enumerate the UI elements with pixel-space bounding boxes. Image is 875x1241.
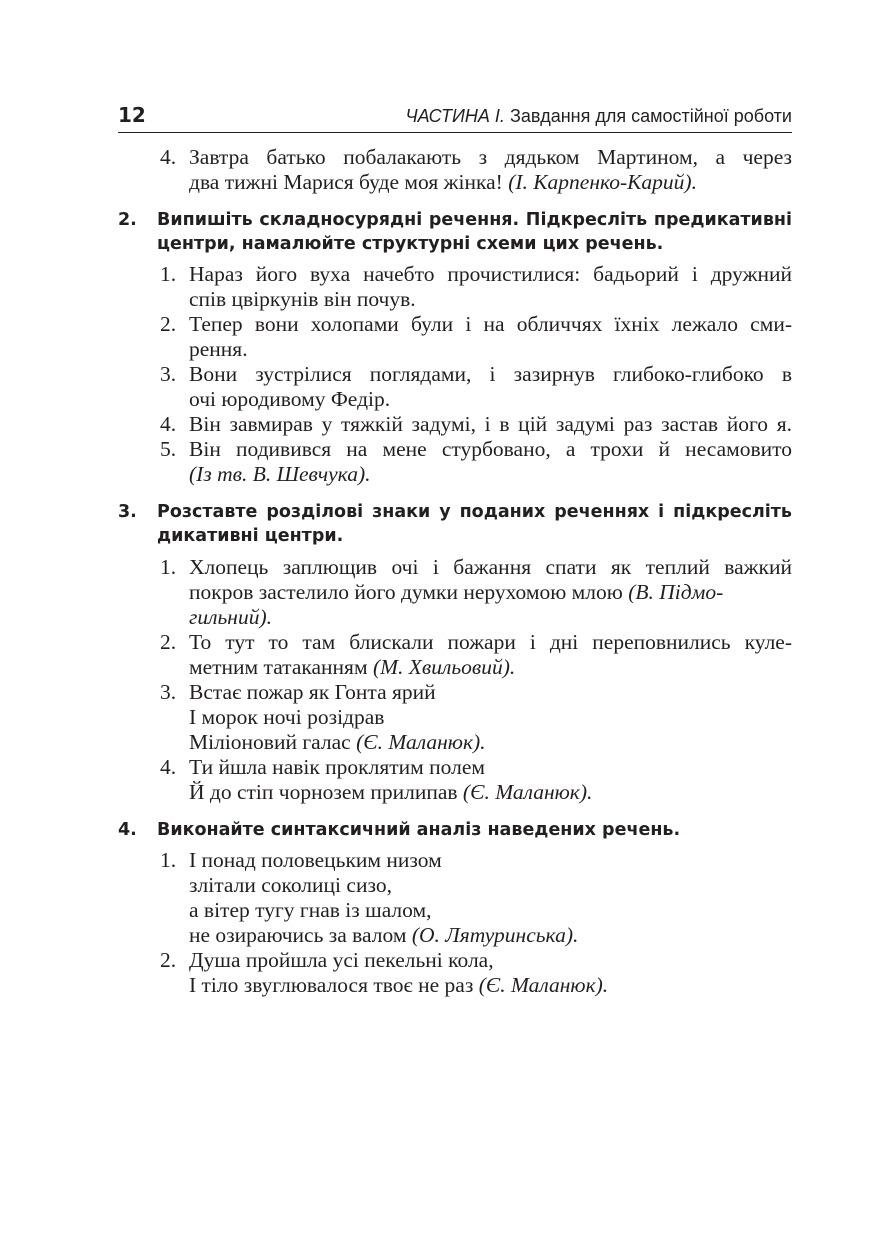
item-line: Завтра батько побалакають з дядьком Мартином, а через bbox=[189, 145, 792, 169]
item-number: 1. bbox=[160, 555, 177, 579]
task-title: Розставте розділові знаки у поданих реченнях і підкресліть bbox=[157, 502, 792, 522]
task-title: дикативні центри. bbox=[157, 526, 344, 546]
item-line: рення. bbox=[189, 337, 248, 361]
task-title: Виконайте синтаксичний аналіз наведених речень. bbox=[157, 820, 681, 840]
item-text: не озираючись за валом bbox=[189, 923, 407, 947]
item-line: Нараз його вуха начебто прочистилися: бадьорий і дружний bbox=[189, 262, 792, 286]
item-line: а вітер тугу гнав із шалом, bbox=[189, 898, 432, 922]
item-line bbox=[189, 923, 578, 948]
task-number: 4. bbox=[118, 820, 137, 840]
source-citation: (І. Карпенко-Карий). bbox=[508, 170, 697, 194]
item-line: То тут то там блискали пожари і дні переповнились куле- bbox=[189, 630, 792, 654]
page-number: 12 bbox=[118, 103, 146, 127]
item-line: Хлопець заплющив очі і бажання спати як теплий важкий bbox=[189, 555, 792, 579]
source-citation: (Із тв. В. Шевчука). bbox=[189, 462, 371, 486]
item-line: Вони зустрілися поглядами, і зазирнув глибоко-глибоко в bbox=[189, 362, 792, 386]
item-number: 4. bbox=[160, 755, 177, 779]
source-citation: (М. Хвильовий). bbox=[372, 655, 516, 679]
item-number: 1. bbox=[160, 848, 177, 872]
running-header bbox=[406, 105, 792, 127]
item-number: 3. bbox=[160, 362, 177, 386]
item-line: Душа пройшла усі пекельні кола, bbox=[189, 948, 494, 972]
item-line: Тепер вони холопами були і на обличчях їхніх лежало сми- bbox=[189, 312, 792, 336]
source-citation: (Є. Маланюк). bbox=[462, 780, 593, 804]
header-rule bbox=[118, 132, 792, 133]
item-number: 4. bbox=[160, 145, 177, 169]
item-line: І морок ночі розідрав bbox=[189, 705, 385, 729]
item-number: 2. bbox=[160, 948, 177, 972]
item-text: І тіло звуглювалося твоє не раз bbox=[189, 973, 474, 997]
part-label: ЧАСТИНА І. bbox=[405, 106, 505, 126]
item-text: покров застелило його думки нерухомою млою bbox=[189, 580, 623, 604]
item-line: Встає пожар як Гонта ярий bbox=[189, 680, 436, 704]
item-line bbox=[189, 780, 592, 805]
source-citation: (Є. Маланюк). bbox=[356, 730, 486, 754]
item-text: Міліоновий галас bbox=[189, 730, 351, 754]
task-title: центри, намалюйте структурні схеми цих речень. bbox=[157, 234, 664, 254]
source-citation: (В. Підмо- bbox=[628, 580, 724, 604]
item-text: Й до стіп чорнозем прилипав bbox=[189, 780, 458, 804]
source-citation: гильний). bbox=[189, 605, 272, 629]
item-line bbox=[189, 655, 515, 680]
task-number: 2. bbox=[118, 210, 137, 230]
item-line: Ти йшла навік проклятим полем bbox=[189, 755, 485, 779]
item-number: 4. bbox=[160, 412, 177, 436]
item-line bbox=[189, 580, 723, 605]
item-line: очі юродивому Федір. bbox=[189, 387, 391, 411]
item-line: злітали соколиці сизо, bbox=[189, 873, 392, 897]
item-number: 1. bbox=[160, 262, 177, 286]
item-line: Він подивився на мене стурбовано, а трохи й несамовито bbox=[189, 437, 792, 461]
source-citation: (О. Лятуринська). bbox=[411, 923, 579, 947]
item-line bbox=[189, 170, 697, 195]
source-citation: (Є. Маланюк). bbox=[478, 973, 609, 997]
item-number: 5. bbox=[160, 437, 177, 461]
item-line bbox=[189, 973, 608, 998]
item-line bbox=[189, 730, 486, 755]
item-text: метним татаканням bbox=[189, 655, 368, 679]
item-number: 2. bbox=[160, 630, 177, 654]
task-title: Випишіть складносурядні речення. Підкресліть предикативні bbox=[157, 210, 792, 230]
item-line: спів цвіркунів він почув. bbox=[189, 287, 416, 311]
task-number: 3. bbox=[118, 502, 137, 522]
item-number: 2. bbox=[160, 312, 177, 336]
item-number: 3. bbox=[160, 680, 177, 704]
item-line: Він завмирав у тяжкій задумі, і в цій задумі раз застав його я. bbox=[189, 412, 792, 436]
section-title: Завдання для самостійної роботи bbox=[509, 106, 792, 126]
item-text: два тижні Марися буде моя жінка! bbox=[189, 170, 503, 194]
item-line: І понад половецьким низом bbox=[189, 848, 442, 872]
